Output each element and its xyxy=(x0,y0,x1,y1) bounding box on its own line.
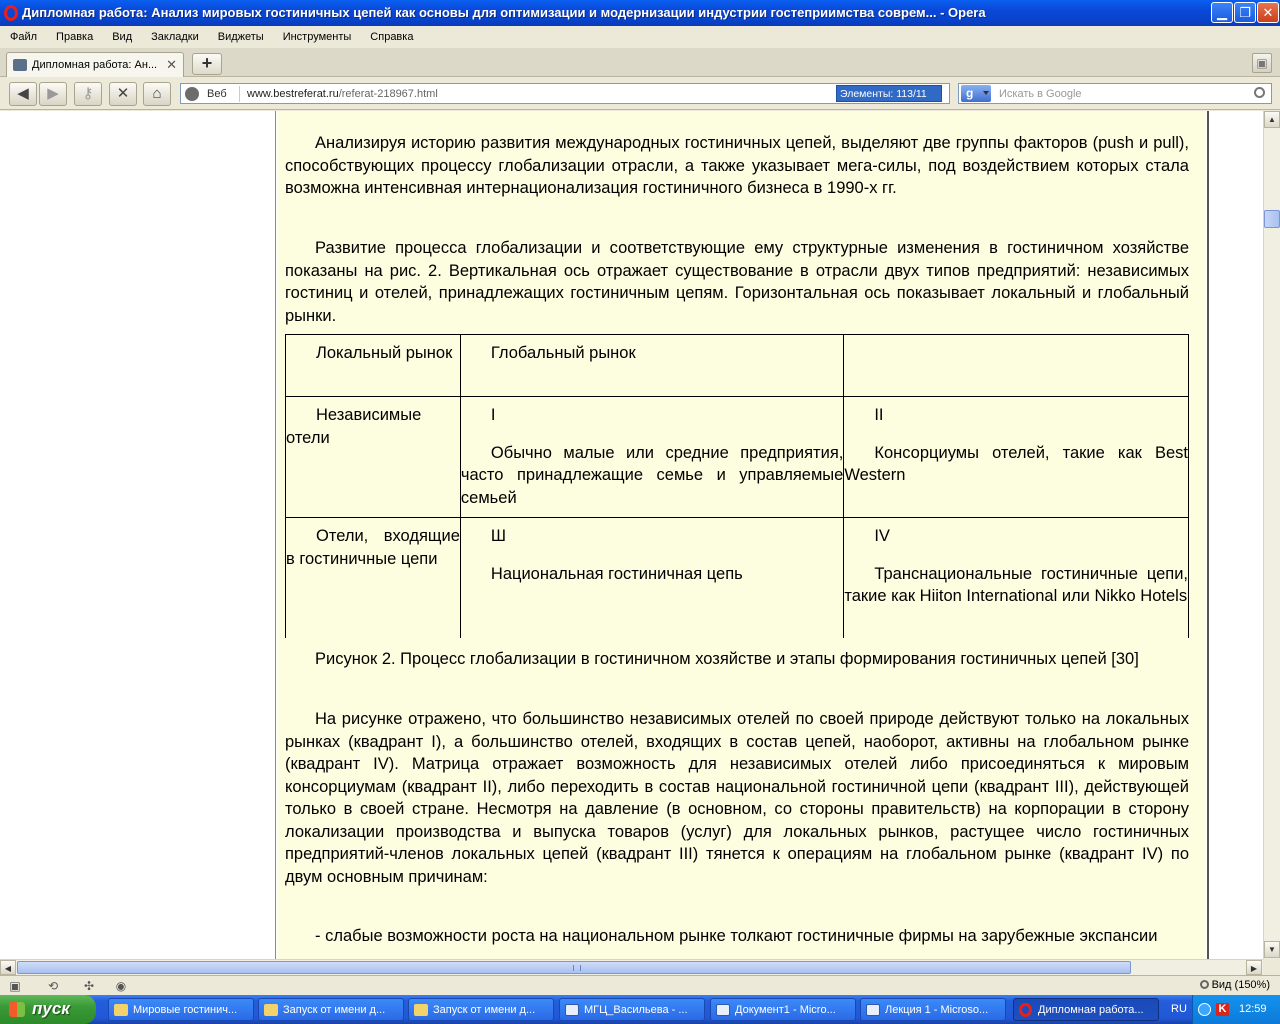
new-tab-button[interactable]: + xyxy=(192,53,222,75)
window-title: Дипломная работа: Анализ мировых гостиничных цепей как основы для оптимизации и модернизации индустрии гостеприимства соврем... - Opera xyxy=(22,5,986,20)
page-column xyxy=(275,111,1209,959)
word-document-icon xyxy=(565,1004,579,1016)
sync-icon[interactable]: ⟲ xyxy=(47,979,59,993)
tab-title: Дипломная работа: Ан... xyxy=(32,59,158,71)
address-field[interactable] xyxy=(180,83,950,104)
minimize-button[interactable]: ▁ xyxy=(1211,2,1233,23)
table-cell xyxy=(460,397,843,518)
folder-icon xyxy=(114,1004,128,1016)
table-cell xyxy=(286,518,461,638)
table-row xyxy=(286,397,1189,518)
language-indicator[interactable]: RU xyxy=(1171,1003,1187,1015)
taskbar-item[interactable] xyxy=(258,998,404,1021)
unite-icon[interactable]: ✣ xyxy=(83,979,95,993)
panel-toggle-icon[interactable]: ▣ xyxy=(9,979,21,993)
zoom-control[interactable] xyxy=(1200,979,1270,991)
menu-view[interactable]: Вид xyxy=(112,31,133,43)
chevron-down-icon[interactable] xyxy=(983,91,989,95)
horizontal-scrollbar[interactable] xyxy=(0,959,1263,975)
google-engine-icon[interactable]: g xyxy=(961,85,991,102)
url-text[interactable] xyxy=(247,88,438,100)
table-cell xyxy=(286,335,461,397)
scroll-left-icon[interactable]: ◀ xyxy=(0,960,16,975)
table-row xyxy=(286,518,1189,638)
paragraph-3: На рисунке отражено, что большинство независимых отелей по своей природе действуют только на локальных рынках (квадрант I), а большинство отелей, входящих в состав цепей, наоборот, активны на глобальном рынке (квадрант IV). Матрица отражает возможность для независимых отелей либо присоединяться к мировым консорциумам (квадрант II), либо переходить в состав национальной гостиничной цепи (квадрант III), действующей только в своей стране. Несмотря на давление (в основном, со стороны правительств) на корпорации в сторону локализации производства и выпуска товаров (услуг) для локальных рынков, растущее число гостиничных предприятий-членов локальных цепей (квадрант III) тянется к операциям на глобальном рынке (квадрант IV) по двум основным причинам: xyxy=(285,710,1189,886)
folder-icon xyxy=(414,1004,428,1016)
system-tray xyxy=(1192,995,1280,1024)
scroll-right-icon[interactable]: ▶ xyxy=(1246,960,1262,975)
taskbar-item-label: Лекция 1 - Microso... xyxy=(885,1004,989,1016)
header-global-market: Глобальный рынок xyxy=(490,344,636,362)
quadrant-4-label: IV xyxy=(874,527,890,545)
tab-close-icon[interactable]: ✕ xyxy=(166,57,177,72)
table-cell xyxy=(286,397,461,518)
taskbar-item-label: МГЦ_Васильева - ... xyxy=(584,1004,688,1016)
quadrant-2-label: II xyxy=(874,406,884,424)
menu-help[interactable]: Справка xyxy=(370,31,414,43)
zoom-label: Вид (150%) xyxy=(1211,979,1270,991)
search-placeholder: Искать в Google xyxy=(999,88,1082,100)
url-host: www.bestreferat.ru xyxy=(247,88,339,100)
header-local-market: Локальный рынок xyxy=(316,344,453,362)
trash-icon[interactable]: ▣ xyxy=(1252,53,1272,73)
zoom-icon xyxy=(1200,980,1209,989)
table-cell xyxy=(844,518,1189,638)
horizontal-scroll-thumb[interactable] xyxy=(17,961,1131,974)
globalization-matrix-table xyxy=(285,334,1189,638)
table-cell xyxy=(844,335,1189,397)
tab-bar xyxy=(0,48,1280,77)
opera-logo-icon xyxy=(1019,1003,1032,1017)
paragraph-1: Анализируя историю развития международных гостиничных цепей, выделяют две группы факторов (push и pull), способствующих процессу глобализации отрасли, а также указывает мега-силы, под воздействием которых стала возможна интенсивная интернационализация гостиничного бизнеса в 1990-х гг. xyxy=(285,134,1189,197)
taskbar-item-label: Запуск от имени д... xyxy=(433,1004,536,1016)
quadrant-3-label: Ш xyxy=(490,527,507,545)
quadrant-1-text: Обычно малые или средние предприятия, часто принадлежащие семье и управляемые семьей xyxy=(460,443,844,507)
quadrant-1-label: I xyxy=(490,406,496,424)
close-button[interactable]: ✕ xyxy=(1257,2,1279,23)
windows-logo-icon xyxy=(9,1002,25,1017)
search-field[interactable] xyxy=(958,83,1272,104)
antivirus-icon[interactable]: K xyxy=(1216,1003,1229,1016)
menu-file[interactable]: Файл xyxy=(10,31,38,43)
start-button[interactable] xyxy=(0,995,96,1024)
menu-widgets[interactable]: Виджеты xyxy=(217,31,264,43)
taskbar-item[interactable] xyxy=(860,998,1006,1021)
row-independent-hotels: Независимые отели xyxy=(286,406,422,447)
network-icon[interactable] xyxy=(1198,1003,1211,1016)
taskbar-item-active[interactable] xyxy=(1013,998,1159,1021)
graduation-cap-icon xyxy=(13,59,27,71)
address-toolbar xyxy=(0,78,1280,110)
url-path: /referat-218967.html xyxy=(338,88,438,100)
key-icon[interactable]: ⚷ xyxy=(74,82,102,106)
scroll-up-icon[interactable]: ▲ xyxy=(1264,111,1280,128)
start-label: пуск xyxy=(32,999,70,1018)
table-cell xyxy=(844,397,1189,518)
vertical-scroll-thumb[interactable] xyxy=(1264,210,1280,228)
address-separator xyxy=(239,86,240,102)
folder-icon xyxy=(264,1004,278,1016)
taskbar-item[interactable] xyxy=(710,998,856,1021)
quadrant-2-text: Консорциумы отелей, такие как Best Western xyxy=(844,443,1188,484)
clock[interactable]: 12:59 xyxy=(1239,1003,1267,1015)
taskbar-item-label: Запуск от имени д... xyxy=(283,1004,386,1016)
globe-icon xyxy=(185,87,199,101)
scroll-corner xyxy=(1263,959,1280,975)
table-row xyxy=(286,335,1189,397)
row-chain-hotels: Отели, входящие в гостиничные цепи xyxy=(286,527,460,568)
quadrant-3-text: Национальная гостиничная цепь xyxy=(490,564,743,583)
turbo-icon[interactable]: ◉ xyxy=(115,979,127,993)
find-elements-box[interactable]: Элементы: 113/11 xyxy=(836,85,942,102)
table-cell xyxy=(460,335,843,397)
word-document-icon xyxy=(716,1004,730,1016)
back-button[interactable]: ◀ xyxy=(9,82,37,106)
menu-tools[interactable]: Инструменты xyxy=(282,31,352,43)
scroll-down-icon[interactable]: ▼ xyxy=(1264,941,1280,958)
figure-caption: Рисунок 2. Процесс глобализации в гостиничном хозяйстве и этапы формирования гостиничных цепей [30] xyxy=(315,650,1139,668)
web-content xyxy=(0,111,1263,959)
article-body xyxy=(277,111,1206,959)
windows-taskbar xyxy=(0,995,1280,1024)
scroll-grip xyxy=(573,965,581,971)
opera-logo-icon[interactable] xyxy=(4,5,18,21)
taskbar-item-label: Мировые гостинич... xyxy=(133,1004,238,1016)
taskbar-item[interactable] xyxy=(408,998,554,1021)
web-label: Веб xyxy=(207,88,227,100)
taskbar-item[interactable] xyxy=(108,998,254,1021)
taskbar-item-label: Документ1 - Micro... xyxy=(735,1004,836,1016)
maximize-button[interactable]: ❐ xyxy=(1234,2,1256,23)
status-bar xyxy=(0,975,1280,995)
menu-edit[interactable]: Правка xyxy=(56,31,94,43)
menu-bookmarks[interactable]: Закладки xyxy=(151,31,199,43)
quadrant-4-text: Транснациональные гостиничные цепи, такие как Hiiton International или Nikko Hotels xyxy=(844,564,1188,605)
paragraph-4: - слабые возможности роста на национальном рынке толкают гостиничные фирмы на зарубежные экспансии xyxy=(315,927,1158,945)
forward-button[interactable]: ▶ xyxy=(39,82,67,106)
vertical-scrollbar[interactable] xyxy=(1263,111,1280,959)
stop-button[interactable]: ✕ xyxy=(109,82,137,106)
title-bar xyxy=(0,0,1280,26)
taskbar-item-label: Дипломная работа... xyxy=(1038,1004,1144,1016)
home-button[interactable]: ⌂ xyxy=(143,82,171,106)
word-document-icon xyxy=(866,1004,880,1016)
taskbar-item[interactable] xyxy=(559,998,705,1021)
table-cell xyxy=(460,518,843,638)
tab-diploma[interactable] xyxy=(6,52,184,77)
menu-bar xyxy=(0,26,1280,48)
paragraph-2: Развитие процесса глобализации и соответствующие ему структурные изменения в гостиничном хозяйстве показаны на рис. 2. Вертикальная ось отражает существование в отрасли двух типов предприятий: независимых гостиниц и отелей, принадлежащих гостиничным цепям. Горизонтальная ось показывает локальный и глобальный рынки. xyxy=(285,239,1189,325)
search-icon[interactable] xyxy=(1254,87,1265,98)
